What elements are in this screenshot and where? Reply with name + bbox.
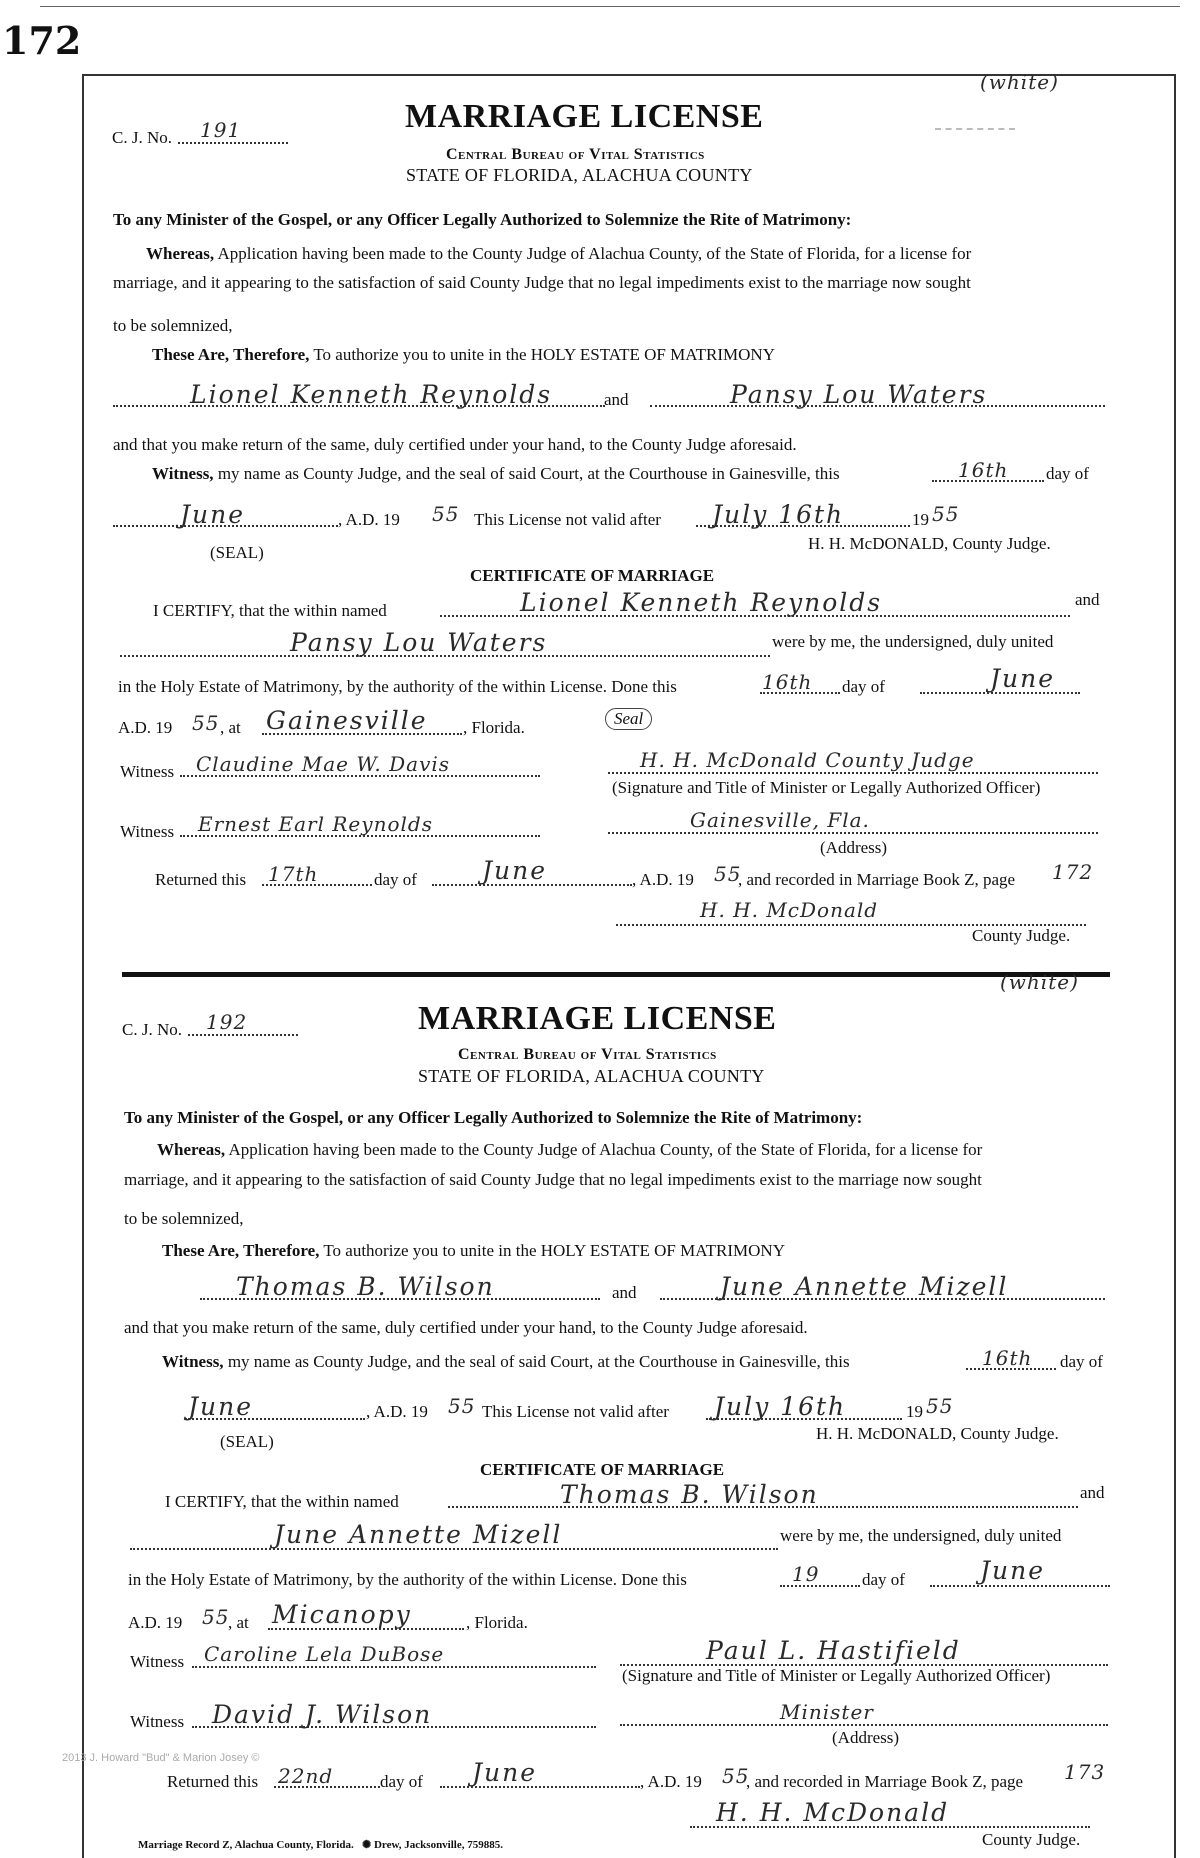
cert-groom: Lionel Kenneth Reynolds (520, 588, 883, 617)
florida-label: , Florida. (463, 718, 525, 737)
at-label: , at (220, 718, 241, 737)
judge-line: H. H. McDONALD, County Judge. (808, 534, 1051, 553)
done-month: June (990, 664, 1056, 693)
returned-day: 17th (268, 862, 319, 886)
returned-label: Returned this (155, 870, 247, 889)
done-month-2: June (980, 1556, 1046, 1585)
license-day: 16th (958, 458, 1009, 482)
page-top-edge (40, 6, 1180, 7)
page-number: 172 (2, 18, 82, 63)
returned-year-2: 55 (722, 1764, 750, 1788)
footer-record: Marriage Record Z, Alachua County, Florida. ✺ Drew, Jacksonville, 759885. (138, 1839, 503, 1851)
groom-name-2: Thomas B. Wilson (236, 1272, 495, 1301)
valid-until-year-2: 55 (926, 1394, 954, 1418)
witness1-label-2: Witness (130, 1652, 185, 1671)
day-of-label-2: day of (842, 677, 885, 696)
recorded-line: , and recorded in Marriage Book Z, page (738, 870, 1016, 889)
witness-clause-2: Witness, my name as County Judge, and the seal of said Court, at the Courthouse in Gainesville, this (162, 1352, 850, 1371)
witness2-label-2: Witness (130, 1712, 185, 1731)
cj-label: C. J. No. (112, 128, 172, 147)
book-page: 172 (1052, 860, 1094, 884)
whereas-line-1: Whereas, Application having been made to the County Judge of Alachua County, of the State of Florida, for a license for (146, 244, 972, 263)
bride-name: Pansy Lou Waters (730, 380, 988, 409)
record-frame (82, 74, 1176, 1858)
done-day: 16th (762, 670, 813, 694)
whereas-line-2b: marriage, and it appearing to the satisfaction of said County Judge that no legal impediments exist to the marriage now sought (124, 1170, 982, 1189)
officiant-signature-2: Paul L. Hastifield (706, 1636, 961, 1665)
witness-clause: Witness, my name as County Judge, and the seal of said Court, at the Courthouse in Gainesville, this (152, 464, 840, 483)
book-page-2: 173 (1064, 1760, 1106, 1784)
certificate-title: CERTIFICATE OF MARRIAGE (470, 566, 715, 585)
cj-number: 191 (200, 118, 242, 142)
day-of-label-4: day of (862, 1570, 905, 1589)
returned-year: 55 (714, 862, 742, 886)
returned-day-2: 22nd (278, 1764, 334, 1788)
whereas-line-3: to be solemnized, (113, 316, 233, 335)
judge-signature: H. H. McDonald (700, 898, 879, 922)
holy-estate-line-2: in the Holy Estate of Matrimony, by the authority of the within License. Done this (128, 1570, 687, 1589)
certify-label: I CERTIFY, that the within named (153, 601, 387, 620)
and-label: and (604, 390, 629, 409)
cert-bride: Pansy Lou Waters (290, 628, 548, 657)
witness2-signature: Ernest Earl Reynolds (198, 812, 433, 836)
witness2-signature-2: David J. Wilson (212, 1700, 433, 1729)
certificate-title-2: CERTIFICATE OF MARRIAGE (480, 1460, 725, 1479)
these-are-line-2: These Are, Therefore, To authorize you to unite in the HOLY ESTATE OF MATRIMONY (162, 1241, 785, 1260)
sig-title-2: (Signature and Title of Minister or Legally Authorized Officer) (622, 1666, 1051, 1685)
return-line: and that you make return of the same, duly certified under your hand, to the County Judge aforesaid. (113, 435, 797, 454)
seal-label: (SEAL) (210, 543, 264, 562)
witness1-signature: Claudine Mae W. Davis (196, 752, 451, 776)
address-label: (Address) (820, 838, 888, 857)
whereas-line-1b: Whereas, Application having been made to the County Judge of Alachua County, of the State of Florida, for a license for (157, 1140, 983, 1159)
were-by-me: were by me, the undersigned, duly united (772, 632, 1054, 651)
cj-number-2: 192 (206, 1010, 248, 1034)
seal-label-2: (SEAL) (220, 1432, 274, 1451)
license-month-2: June (188, 1392, 254, 1421)
witness1-signature-2: Caroline Lela DuBose (204, 1642, 445, 1666)
bride-name-2: June Annette Mizell (720, 1272, 1009, 1301)
these-are-line: These Are, Therefore, To authorize you to unite in the HOLY ESTATE OF MATRIMONY (152, 345, 775, 364)
county-judge-label: County Judge. (972, 926, 1071, 945)
florida-label-2: , Florida. (466, 1613, 528, 1632)
valid-until-date-2: July 16th (714, 1392, 847, 1421)
officiant-address: Gainesville, Fla. (690, 808, 870, 832)
returned-label-2: Returned this (167, 1772, 259, 1791)
judge-signature-2: H. H. McDonald (716, 1798, 950, 1827)
recorded-line-2: , and recorded in Marriage Book Z, page (746, 1772, 1024, 1791)
and-label-4: and (1080, 1483, 1105, 1502)
seal-note: Seal (605, 708, 652, 730)
address-line-2: To any Minister of the Gospel, or any Officer Legally Authorized to Solemnize the Rite of Matrimony: (124, 1108, 863, 1127)
not-valid-label: This License not valid after (474, 510, 661, 529)
holy-estate-line: in the Holy Estate of Matrimony, by the authority of the within License. Done this (118, 677, 677, 696)
officiant-address-2: Minister (780, 1700, 874, 1724)
ad-label: , A.D. 19 (338, 510, 400, 529)
officiant-signature: H. H. McDonald County Judge (640, 748, 975, 772)
copyright-watermark: 2013 J. Howard "Bud" & Marion Josey © (62, 1752, 260, 1764)
ad-at-label-2: A.D. 19 (128, 1613, 183, 1632)
done-year-2: 55 (202, 1605, 230, 1629)
cert-bride-2: June Annette Mizell (274, 1520, 563, 1549)
state-line-2: STATE OF FLORIDA, ALACHUA COUNTY (418, 1066, 765, 1086)
license-title-2: MARRIAGE LICENSE (418, 1000, 777, 1037)
and-label-3: and (612, 1283, 637, 1302)
marriage-place-2: Micanopy (272, 1600, 412, 1629)
recorded-ad: , A.D. 19 (632, 870, 694, 889)
return-line-2: and that you make return of the same, duly certified under your hand, to the County Judge aforesaid. (124, 1318, 808, 1337)
marriage-place: Gainesville (266, 706, 428, 735)
license-day-2: 16th (982, 1346, 1033, 1370)
sig-title: (Signature and Title of Minister or Legally Authorized Officer) (612, 778, 1041, 797)
judge-line-2: H. H. McDONALD, County Judge. (816, 1424, 1059, 1443)
license-year: 55 (432, 502, 460, 526)
ad-label-2: , A.D. 19 (366, 1402, 428, 1421)
section-divider (122, 972, 1110, 977)
license-title: MARRIAGE LICENSE (405, 98, 764, 135)
witness1-label: Witness (120, 762, 175, 781)
cert-groom-2: Thomas B. Wilson (560, 1480, 819, 1509)
cj-label-2: C. J. No. (122, 1020, 182, 1039)
whereas-line-3b: to be solemnized, (124, 1209, 244, 1228)
whereas-line-2: marriage, and it appearing to the satisfaction of said County Judge that no legal impediments exist to the marriage now sought (113, 273, 971, 292)
certify-label-2: I CERTIFY, that the within named (165, 1492, 399, 1511)
bureau-line-2: Central Bureau of Vital Statistics (458, 1046, 717, 1063)
bureau-line: Central Bureau of Vital Statistics (446, 146, 705, 163)
valid-until-year: 55 (932, 502, 960, 526)
printer-mark-icon: ✺ (361, 1839, 372, 1851)
and-label-2: and (1075, 590, 1100, 609)
returned-month: June (482, 856, 548, 885)
color-annotation: (white) (980, 70, 1059, 94)
were-by-me-2: were by me, the undersigned, duly united (780, 1526, 1062, 1545)
day-of-label: day of (1046, 464, 1089, 483)
valid-until-date: July 16th (712, 500, 845, 529)
returned-day-of-2: day of (380, 1772, 423, 1791)
witness2-label: Witness (120, 822, 175, 841)
license-year-2: 55 (448, 1394, 476, 1418)
state-line: STATE OF FLORIDA, ALACHUA COUNTY (406, 165, 753, 185)
address-label-2: (Address) (832, 1728, 900, 1747)
day-of-label-3: day of (1060, 1352, 1103, 1371)
returned-day-of: day of (374, 870, 417, 889)
county-judge-label-2: County Judge. (982, 1830, 1081, 1849)
license-month: June (180, 500, 246, 529)
address-line: To any Minister of the Gospel, or any Officer Legally Authorized to Solemnize the Rite of Matrimony: (113, 210, 852, 229)
returned-month-2: June (472, 1758, 538, 1787)
done-year: 55 (192, 711, 220, 735)
recorded-ad-2: , A.D. 19 (640, 1772, 702, 1791)
groom-name: Lionel Kenneth Reynolds (190, 380, 553, 409)
not-valid-label-2: This License not valid after (482, 1402, 669, 1421)
at-label-2: , at (228, 1613, 249, 1632)
ad-at-label: A.D. 19 (118, 718, 173, 737)
done-day-2: 19 (792, 1562, 820, 1586)
color-annotation-2: (white) (1000, 970, 1079, 994)
